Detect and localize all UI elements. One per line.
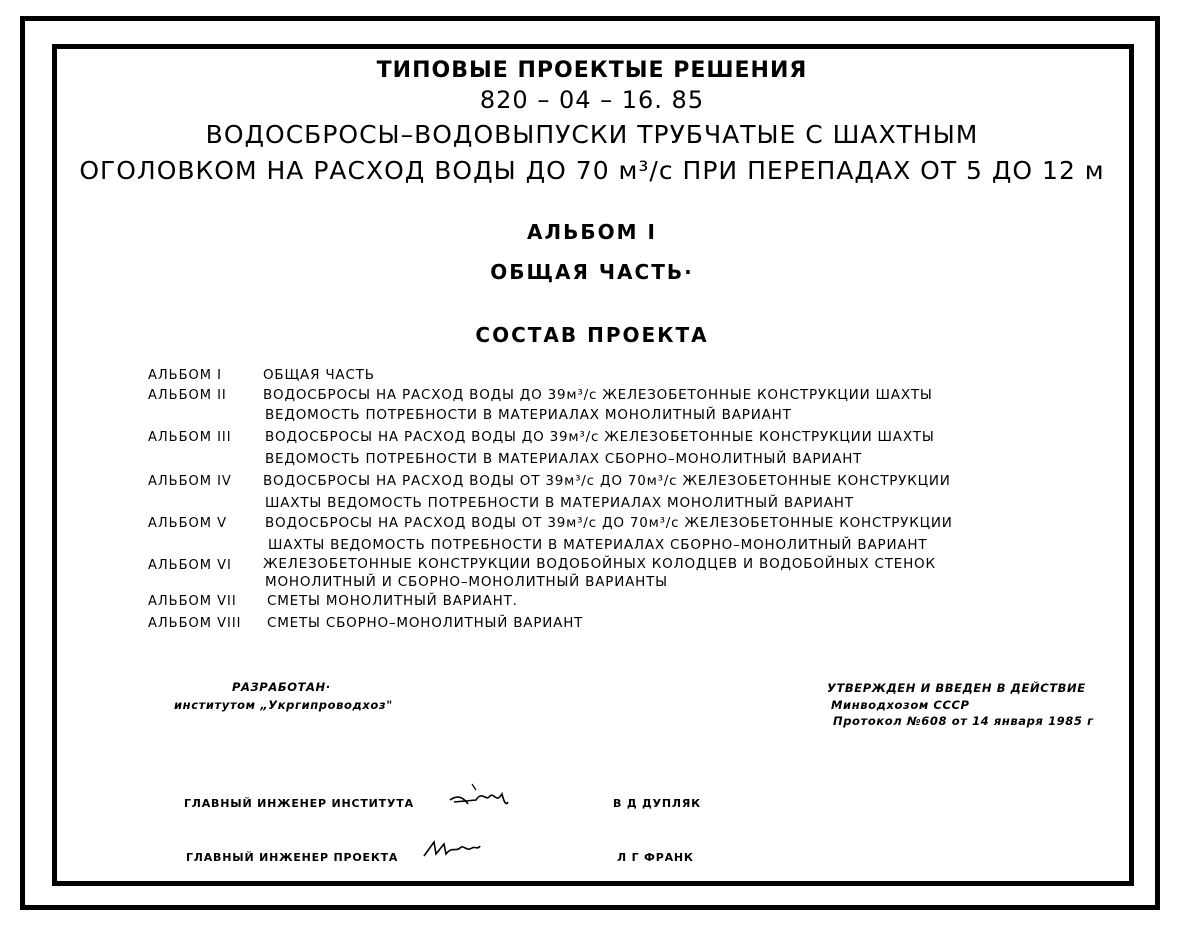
album-number: АЛЬБОМ VI [148, 558, 232, 573]
album-label: АЛЬБОМ I [527, 220, 657, 244]
album-description: ШАХТЫ ВЕДОМОСТЬ ПОТРЕБНОСТИ В МАТЕРИАЛАХ СБОРНО–МОНОЛИТНЫЙ ВАРИАНТ [268, 537, 928, 553]
album-description: ОБЩАЯ ЧАСТЬ [263, 367, 375, 383]
album-description: ШАХТЫ ВЕДОМОСТЬ ПОТРЕБНОСТИ В МАТЕРИАЛАХ МОНОЛИТНЫЙ ВАРИАНТ [265, 495, 854, 511]
composition-heading: СОСТАВ ПРОЕКТА [475, 323, 709, 347]
album-description: ВОДОСБРОСЫ НА РАСХОД ВОДЫ ДО 39м³/с ЖЕЛЕЗОБЕТОННЫЕ КОНСТРУКЦИИ ШАХТЫ [263, 387, 933, 403]
album-description: ВОДОСБРОСЫ НА РАСХОД ВОДЫ ОТ 39м³/с ДО 70м³/с ЖЕЛЕЗОБЕТОННЫЕ КОНСТРУКЦИИ [263, 473, 951, 489]
developer-label: РАЗРАБОТАН· [232, 680, 331, 694]
album-number: АЛЬБОМ III [148, 430, 232, 445]
header-title-line1: ВОДОСБРОСЫ–ВОДОВЫПУСКИ ТРУБЧАТЫЕ С ШАХТНЫМ [205, 120, 979, 149]
signature-role: ГЛАВНЫЙ ИНЖЕНЕР ПРОЕКТА [186, 851, 399, 864]
handwritten-signature-icon [446, 780, 512, 814]
handwritten-signature-icon [420, 836, 484, 864]
header-title-line2: ОГОЛОВКОМ НА РАСХОД ВОДЫ ДО 70 м³/с ПРИ ПЕРЕПАДАХ ОТ 5 ДО 12 м [79, 156, 1105, 185]
developer-org: институтом „Укргипроводхоз" [174, 698, 393, 712]
signature-role: ГЛАВНЫЙ ИНЖЕНЕР ИНСТИТУТА [184, 797, 414, 810]
album-description: СМЕТЫ МОНОЛИТНЫЙ ВАРИАНТ. [267, 593, 518, 609]
header-series-title: ТИПОВЫЕ ПРОЕКТЫЕ РЕШЕНИЯ [376, 58, 808, 83]
album-description: СМЕТЫ СБОРНО–МОНОЛИТНЫЙ ВАРИАНТ [267, 615, 584, 631]
album-description: МОНОЛИТНЫЙ И СБОРНО–МОНОЛИТНЫЙ ВАРИАНТЫ [265, 574, 668, 590]
approval-line3: Протокол №608 от 14 января 1985 г [833, 714, 1094, 728]
album-subtitle: ОБЩАЯ ЧАСТЬ· [490, 260, 694, 284]
album-number: АЛЬБОМ II [148, 388, 227, 403]
approval-line1: УТВЕРЖДЕН И ВВЕДЕН В ДЕЙСТВИЕ [827, 681, 1086, 695]
album-number: АЛЬБОМ VIII [148, 616, 242, 631]
signature-name: В Д ДУПЛЯК [613, 797, 701, 810]
album-description: ВЕДОМОСТЬ ПОТРЕБНОСТИ В МАТЕРИАЛАХ МОНОЛИТНЫЙ ВАРИАНТ [265, 407, 792, 423]
album-number: АЛЬБОМ VII [148, 594, 237, 609]
approval-line2: Минводхозом СССР [831, 698, 970, 712]
album-number: АЛЬБОМ IV [148, 474, 232, 489]
album-description: ВОДОСБРОСЫ НА РАСХОД ВОДЫ ДО 39м³/с ЖЕЛЕЗОБЕТОННЫЕ КОНСТРУКЦИИ ШАХТЫ [265, 429, 935, 445]
album-description: ЖЕЛЕЗОБЕТОННЫЕ КОНСТРУКЦИИ ВОДОБОЙНЫХ КОЛОДЦЕВ И ВОДОБОЙНЫХ СТЕНОК [263, 556, 936, 572]
header-code: 820 – 04 – 16. 85 [479, 86, 705, 114]
album-description: ВЕДОМОСТЬ ПОТРЕБНОСТИ В МАТЕРИАЛАХ СБОРНО–МОНОЛИТНЫЙ ВАРИАНТ [265, 451, 863, 467]
album-number: АЛЬБОМ V [148, 516, 227, 531]
album-number: АЛЬБОМ I [148, 368, 222, 383]
album-description: ВОДОСБРОСЫ НА РАСХОД ВОДЫ ОТ 39м³/с ДО 70м³/с ЖЕЛЕЗОБЕТОННЫЕ КОНСТРУКЦИИ [265, 515, 953, 531]
signature-name: Л Г ФРАНК [617, 851, 694, 864]
